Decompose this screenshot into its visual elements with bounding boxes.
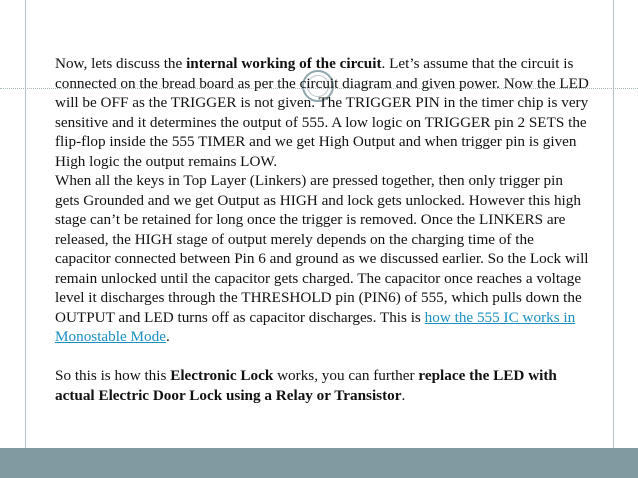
text-run: works, you can further bbox=[273, 367, 419, 384]
bottom-bar bbox=[0, 448, 638, 478]
monostable-mode-link[interactable]: how the 555 IC works in Monostable Mode bbox=[55, 308, 576, 345]
text-run: . bbox=[401, 386, 406, 404]
paragraph-internal-working bbox=[55, 54, 590, 171]
text-run: . bbox=[165, 328, 170, 345]
text-run: So this is how this bbox=[55, 367, 171, 384]
text-run: When all the keys in Top Layer (Linkers) are pressed together, then only trigger pin gets Grounded and we get Output as HIGH and lock gets unlocked. However this high stage can’t be retained for long once the trigger is removed. Once the LINKERS are released, the HIGH stage of output merely depends on the charging time of the capacitor connected between Pin 6 and ground as we discussed earlier. So the Lock will remain unlocked until the capacitor gets charged. The capacitor once reaches a voltage level it discharges through the THRESHOLD pin (PIN6) of 555, which pulls down the OUTPUT and LED turns off as capacitor discharges. This is bbox=[55, 172, 589, 326]
paragraph-spacer bbox=[55, 347, 590, 367]
frame-right-line bbox=[613, 0, 614, 448]
paragraph-keys-pressed bbox=[55, 171, 590, 347]
bold-phrase-replace-led: replace the LED with actual Electric Door Lock using a Relay or Transistor bbox=[55, 367, 557, 404]
paragraph-conclusion bbox=[55, 366, 590, 405]
text-run: Now, lets discuss the bbox=[55, 55, 187, 72]
bold-phrase-internal-working: internal working of the circuit bbox=[186, 55, 382, 72]
slide-body-text bbox=[55, 54, 590, 405]
bold-phrase-electronic-lock: Electronic Lock bbox=[170, 367, 274, 384]
frame-left-line bbox=[25, 0, 26, 448]
text-run: . Let’s assume that the circuit is connected on the bread board as per the circuit diagram and given power. Now the LED will be OFF as the TRIGGER is not given. The TRIGGER PIN in the timer chip is very sensitive and it determines the output of 555. A low logic on TRIGGER pin 2 SETS the flip-flop inside the 555 TIMER and we get High Output and when trigger pin is given High logic the output remains LOW. bbox=[55, 55, 589, 170]
